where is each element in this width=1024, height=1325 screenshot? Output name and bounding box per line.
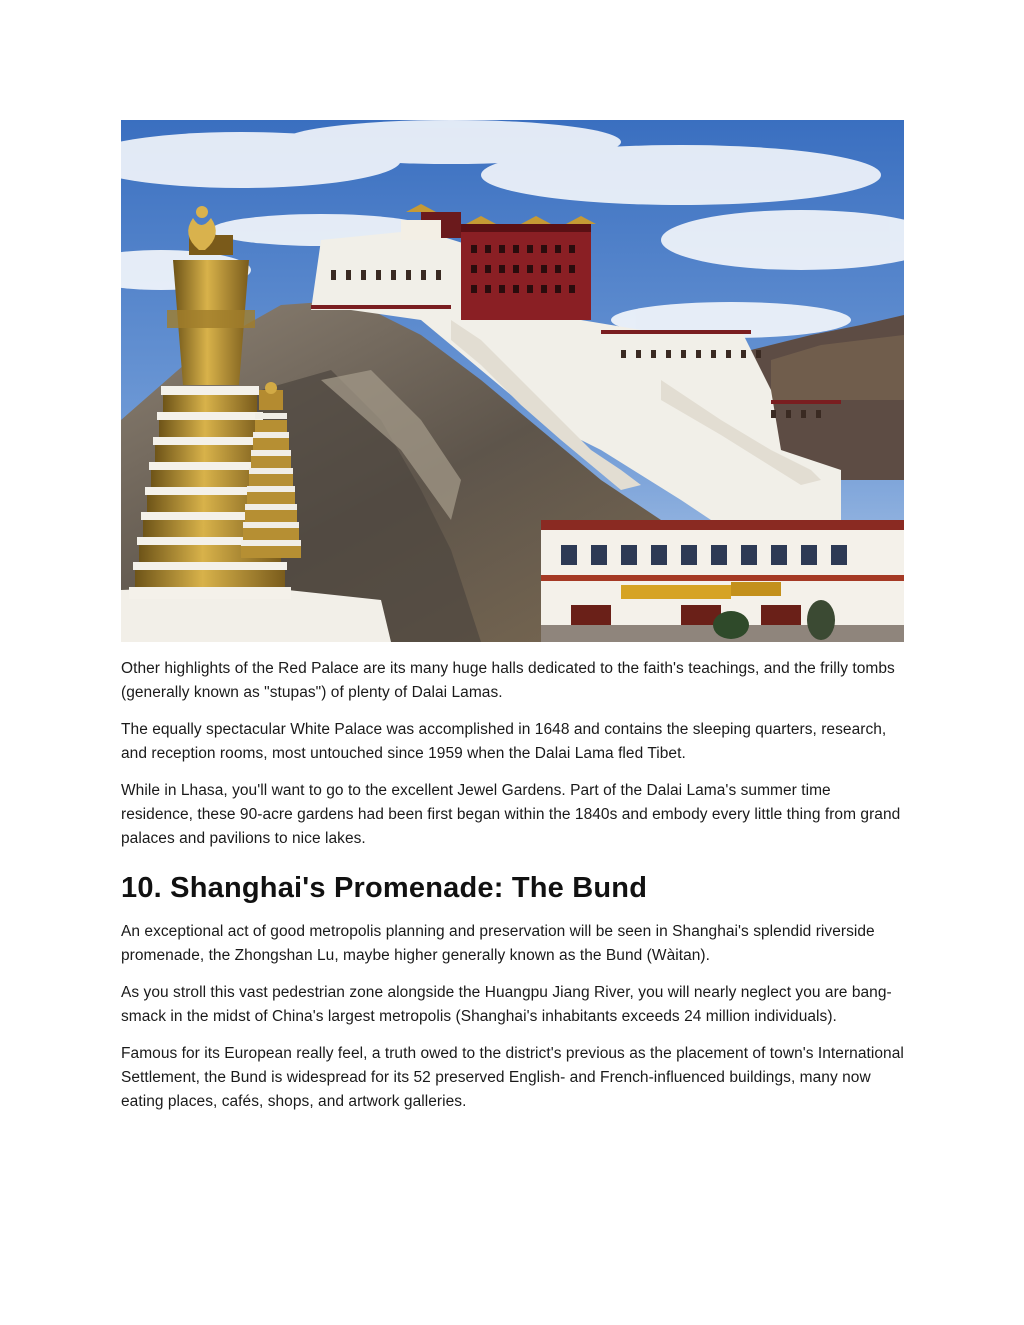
paragraph-jewel-gardens: While in Lhasa, you'll want to go to the excellent Jewel Gardens. Part of the Dalai Lama's summer time residence, these 90-acre gardens had been first began within the 1840s and embody every little thing from grand palaces and pavilions to nice lakes.	[121, 782, 901, 847]
paragraph-bund-intro: An exceptional act of good metropolis planning and preservation will be seen in Shanghai's splendid riverside promenade, the Zhongshan Lu, maybe higher generally known as the Bund (Wàitan).	[121, 923, 875, 964]
paragraph-red-palace: Other highlights of the Red Palace are its many huge halls dedicated to the faith's teachings, and the frilly tombs (generally known as "stupas") of plenty of Dalai Lamas.	[121, 660, 895, 701]
paragraph-bund-european: Famous for its European really feel, a truth owed to the district's previous as the placement of town's International Settlement, the Bund is widespread for its 52 preserved English- and French-influenced buildings, many now eating places, cafés, shops, and artwork galleries.	[121, 1045, 904, 1110]
paragraph-white-palace: The equally spectacular White Palace was accomplished in 1648 and contains the sleeping quarters, research, and reception rooms, most untouched since 1959 when the Dalai Lama fled Tibet.	[121, 721, 887, 762]
section-heading: 10. Shanghai's Promenade: The Bund	[121, 872, 648, 904]
document-page	[121, 120, 904, 1114]
paragraph-bund-stroll: As you stroll this vast pedestrian zone alongside the Huangpu Jiang River, you will nearly neglect you are bang-smack in the midst of China's largest metropolis (Shanghai's inhabitants exceeds 24 million individuals).	[121, 984, 892, 1025]
potala-palace-photo	[121, 120, 904, 642]
